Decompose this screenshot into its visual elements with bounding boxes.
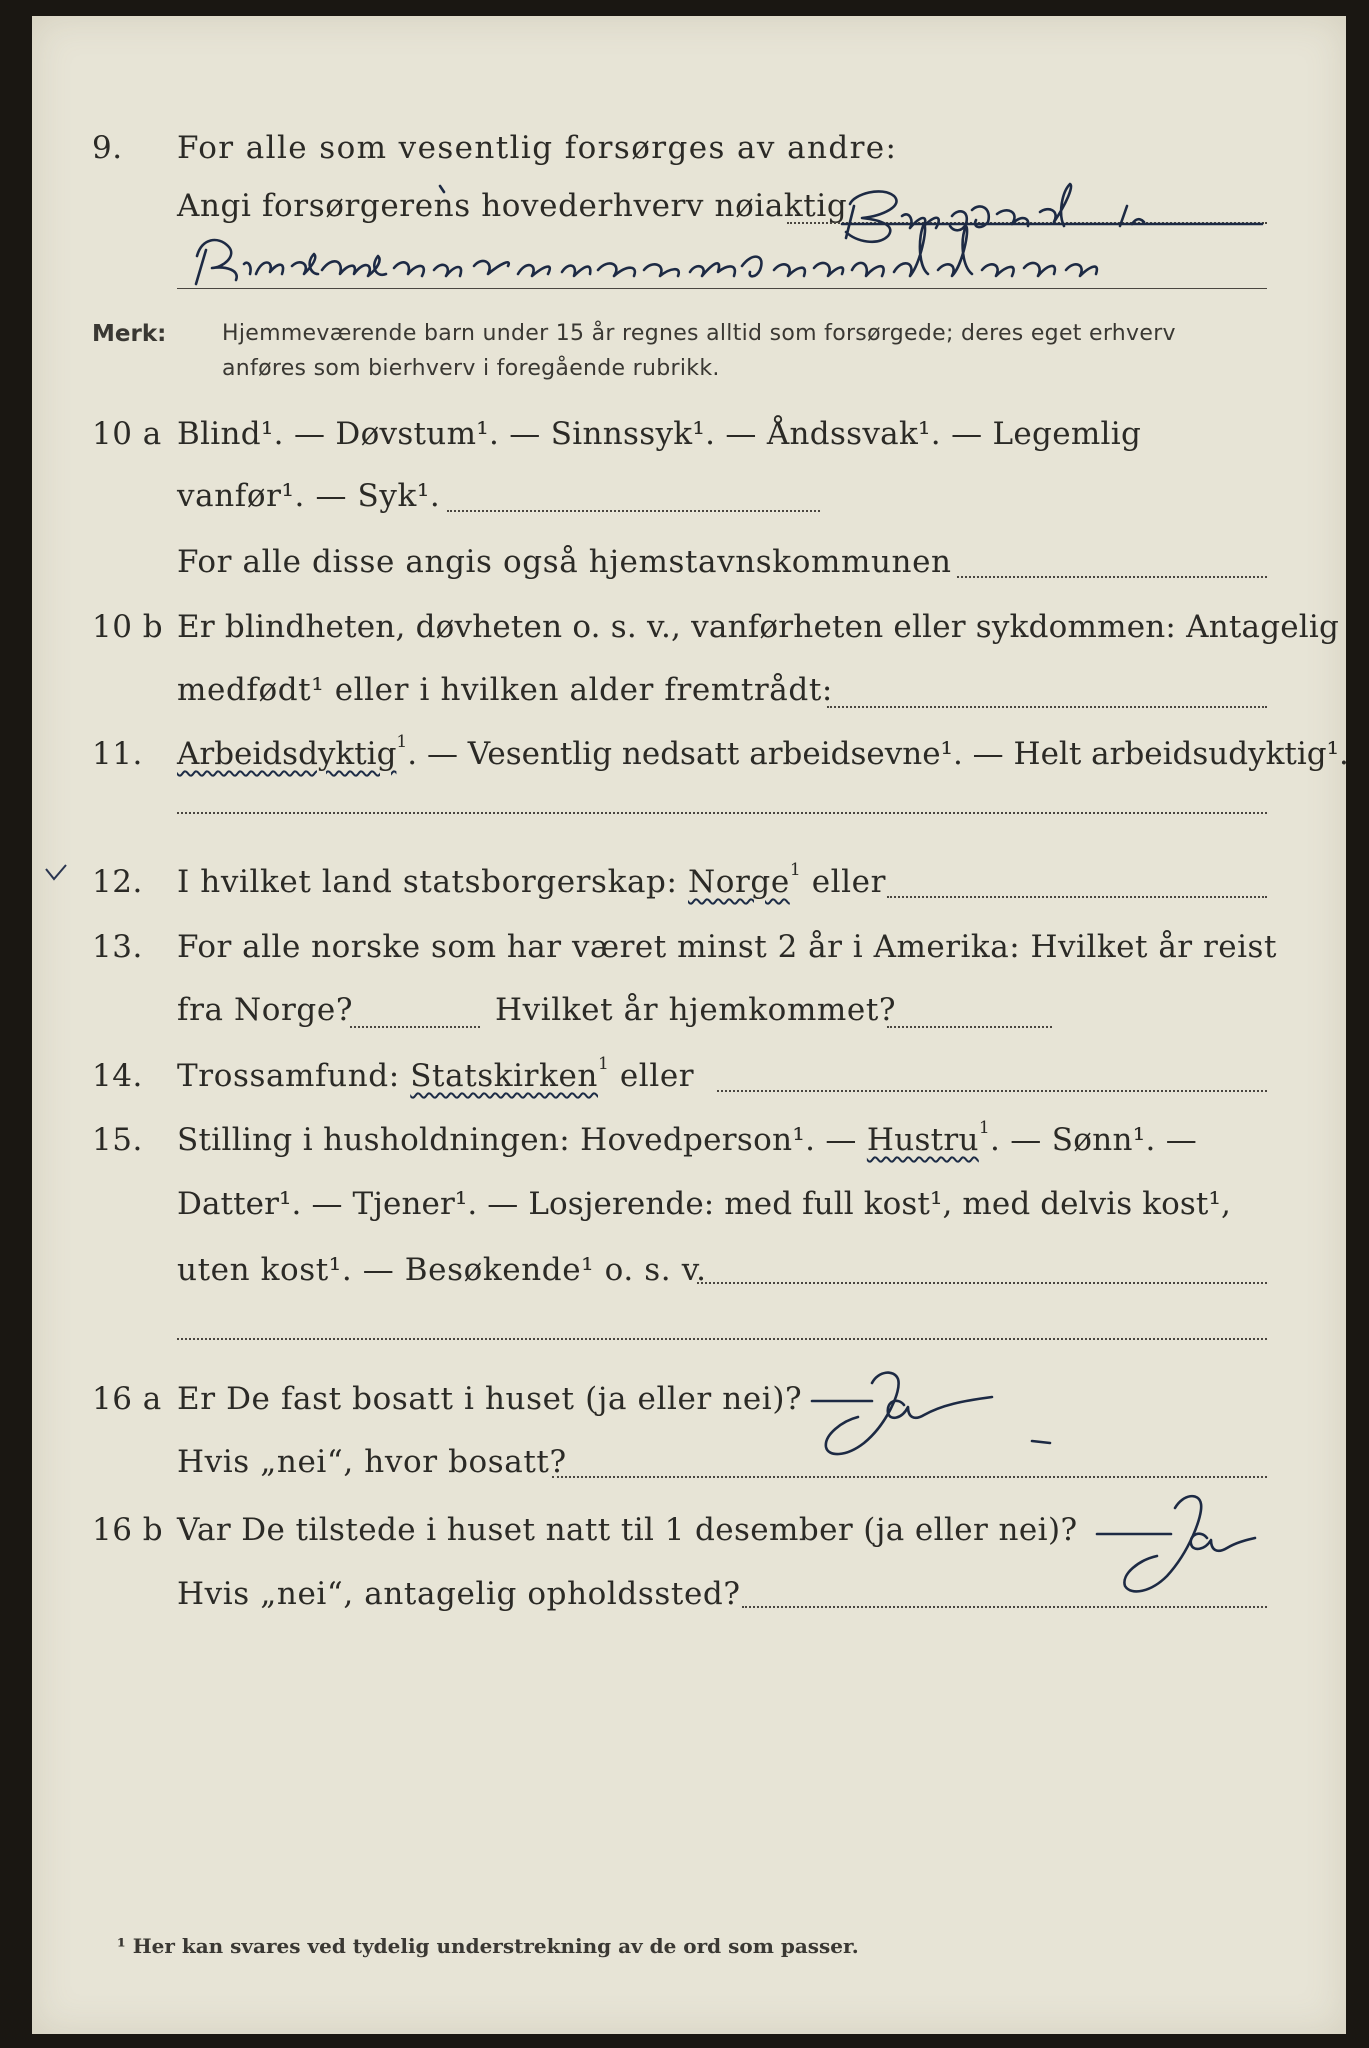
- merk-line2: anføres som bierhverv i foregående rubrikk.: [222, 356, 720, 381]
- q16b-handwritten-answer: [1097, 1486, 1297, 1606]
- q13-line1: For alle norske som har været minst 2 år i Amerika: Hvilket år reist: [177, 929, 1277, 965]
- q12-number: 12.: [92, 864, 143, 900]
- q15-underlined-option: Hustru: [866, 1122, 979, 1158]
- q16b-number: 16 b: [92, 1512, 164, 1548]
- merk-line1: Hjemmeværende barn under 15 år regnes alltid som forsørgede; deres eget erhverv: [222, 321, 1176, 346]
- q10a-municipality-answer-line: [957, 576, 1267, 578]
- q10a-line3: For alle disse angis også hjemstavnskommunen: [177, 544, 952, 580]
- q14-footnote-mark: 1: [597, 1054, 610, 1074]
- q16a-line2: Hvis „nei“, hvor bosatt?: [177, 1444, 567, 1480]
- q15-answer-line1: [697, 1282, 1267, 1284]
- q9-number: 9.: [92, 130, 123, 166]
- q16b-answer-line: [742, 1606, 1267, 1608]
- q13-line2a: fra Norge?: [177, 992, 354, 1028]
- merk-label: Merk:: [92, 321, 167, 347]
- q11-number: 11.: [92, 736, 143, 772]
- q16a-answer-line: [552, 1476, 1267, 1478]
- q12-footnote-mark: 1: [789, 860, 802, 880]
- footnote: [117, 1934, 859, 1958]
- check-mark-icon: [44, 863, 70, 883]
- q13-line2b: Hvilket år hjemkommet?: [495, 992, 897, 1028]
- q10a-line1: Blind¹. — Døvstum¹. — Sinnssyk¹. — Åndssvak¹. — Legemlig: [177, 416, 1142, 452]
- q16b-line1: Var De tilstede i huset natt til 1 desember (ja eller nei)?: [177, 1512, 1078, 1548]
- q9-handwritten-answer: [182, 166, 1272, 296]
- q11-line: [177, 732, 1349, 772]
- q13-number: 13.: [92, 929, 143, 965]
- q9-line1: For alle som vesentlig forsørges av andre:: [177, 130, 898, 166]
- q12-text: I hvilket land statsborgerskap:: [177, 864, 678, 900]
- q11-rest: . — Vesentlig nedsatt arbeidsevne¹. — Helt arbeidsudyktig¹.: [407, 736, 1349, 772]
- q12-answer-line: [887, 896, 1267, 898]
- footnote-text: Her kan svares ved tydelig understrekning av de ord som passer.: [132, 1934, 859, 1958]
- q14-rest: eller: [609, 1058, 695, 1094]
- q15-line1a: Stilling i husholdningen: Hovedperson¹. —: [177, 1122, 857, 1158]
- q16a-line1: Er De fast bosatt i huset (ja eller nei)?: [177, 1381, 803, 1417]
- q11-answer-line: [177, 812, 1267, 814]
- q10b-line1: Er blindheten, døvheten o. s. v., vanførheten eller sykdommen: Antagelig: [177, 609, 1340, 645]
- q10a-line2: vanfør¹. — Syk¹.: [177, 478, 441, 514]
- q15-answer-line2: [177, 1338, 1267, 1340]
- q10b-answer-line: [827, 706, 1267, 708]
- q15-line2: Datter¹. — Tjener¹. — Losjerende: med full kost¹, med delvis kost¹,: [177, 1186, 1231, 1222]
- q15-line3: uten kost¹. — Besøkende¹ o. s. v.: [177, 1252, 707, 1288]
- census-form-page: [32, 16, 1349, 2034]
- q14-line: [177, 1054, 1274, 1094]
- q16b-line2: Hvis „nei“, antagelig opholdssted?: [177, 1576, 741, 1612]
- q11-footnote-mark: 1: [396, 732, 408, 752]
- q15-line1: [177, 1118, 1274, 1158]
- q10a-sick-answer-line: [447, 510, 820, 512]
- q11-underlined-option: Arbeidsdyktig: [177, 736, 397, 772]
- q12-underlined-option: Norge: [688, 864, 790, 900]
- q14-underlined-option: Statskirken: [410, 1058, 598, 1094]
- q16a-number: 16 a: [92, 1381, 162, 1417]
- q14-number: 14.: [92, 1058, 143, 1094]
- q15-number: 15.: [92, 1122, 143, 1158]
- q13-left-answer-line: [350, 1026, 480, 1028]
- q12-line: [177, 860, 1274, 900]
- q15-line1b: . — Sønn¹. —: [989, 1122, 1198, 1158]
- q10b-number: 10 b: [92, 609, 164, 645]
- q10a-number: 10 a: [92, 416, 162, 452]
- q15-footnote-mark: 1: [978, 1118, 990, 1138]
- q13-return-answer-line: [887, 1026, 1052, 1028]
- q16a-handwritten-answer: [802, 1361, 1062, 1471]
- footnote-marker: ¹: [117, 1934, 126, 1958]
- q12-rest: eller: [801, 864, 887, 900]
- q14-text: Trossamfund:: [177, 1058, 400, 1094]
- q9-line2: Angi forsørgerens hovederhverv nøiaktig: [177, 188, 848, 224]
- q14-answer-line: [717, 1090, 1267, 1092]
- q10b-line2: medfødt¹ eller i hvilken alder fremtrådt:: [177, 672, 833, 708]
